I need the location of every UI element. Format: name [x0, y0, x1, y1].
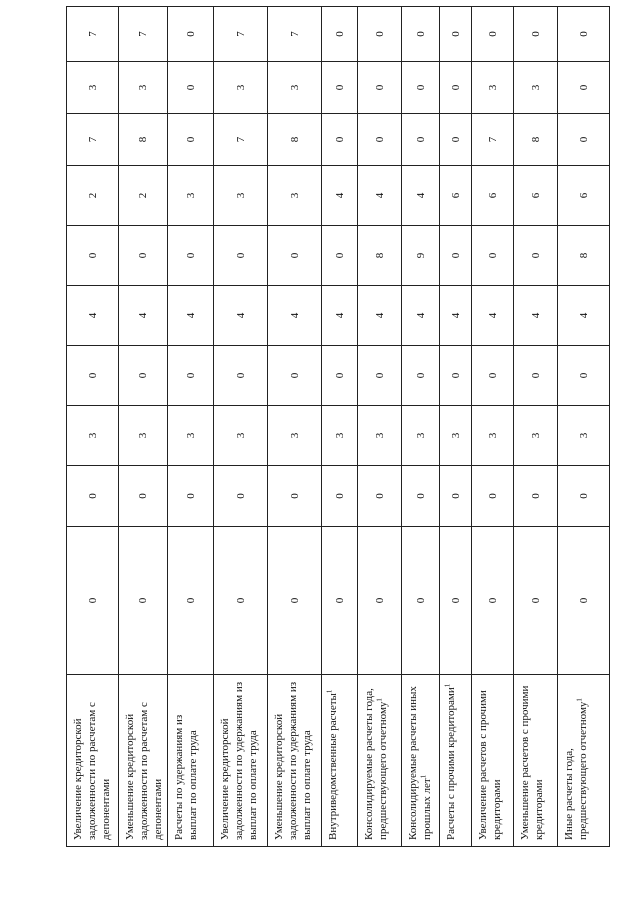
- value-cell: 4: [214, 286, 268, 346]
- value-cell: 0: [558, 466, 610, 527]
- value-cell: 4: [119, 286, 168, 346]
- value-cell: 2: [67, 166, 119, 226]
- rotated-page: [66, 31, 606, 847]
- value-cell: 3: [514, 62, 558, 114]
- value-cell: 4: [358, 166, 402, 226]
- value-cell: 0: [67, 346, 119, 406]
- value-cell: 7: [67, 7, 119, 62]
- value-cell: 3: [514, 406, 558, 466]
- value-cell: 0: [472, 226, 514, 286]
- value-cell: 3: [558, 406, 610, 466]
- value-cell: 4: [168, 286, 214, 346]
- value-cell: 2: [119, 166, 168, 226]
- table-row: [168, 7, 214, 847]
- value-cell: 6: [472, 166, 514, 226]
- row-label: Консолидируемые расчеты года, предшествующего отчетному$^1$: [358, 675, 402, 847]
- value-cell: 3: [214, 166, 268, 226]
- value-cell: 4: [402, 286, 440, 346]
- value-cell: 8: [514, 114, 558, 166]
- value-cell: 0: [168, 62, 214, 114]
- value-cell: 0: [358, 527, 402, 675]
- value-cell: 0: [119, 527, 168, 675]
- value-cell: 3: [402, 406, 440, 466]
- footnote-marker: 1: [325, 689, 334, 694]
- value-cell: 0: [358, 7, 402, 62]
- value-cell: 0: [268, 527, 322, 675]
- value-cell: 0: [322, 226, 358, 286]
- table-row: [558, 7, 610, 847]
- value-cell: 3: [214, 406, 268, 466]
- value-cell: 3: [322, 406, 358, 466]
- value-cell: 4: [268, 286, 322, 346]
- value-cell: 0: [440, 114, 472, 166]
- row-label: Увеличение кредиторской задолженности по расчетам с депонентами: [67, 675, 119, 847]
- value-cell: 6: [558, 166, 610, 226]
- value-cell: 8: [358, 226, 402, 286]
- value-cell: 0: [472, 527, 514, 675]
- table-row: [67, 7, 119, 847]
- value-cell: 6: [514, 166, 558, 226]
- value-cell: 0: [168, 114, 214, 166]
- value-cell: 0: [119, 226, 168, 286]
- value-cell: 0: [268, 346, 322, 406]
- value-cell: 0: [67, 527, 119, 675]
- value-cell: 3: [119, 406, 168, 466]
- value-cell: 0: [472, 346, 514, 406]
- value-cell: 3: [168, 406, 214, 466]
- value-cell: 3: [268, 406, 322, 466]
- value-cell: 0: [168, 7, 214, 62]
- value-cell: 3: [67, 406, 119, 466]
- table-row: [119, 7, 168, 847]
- value-cell: 0: [322, 527, 358, 675]
- value-cell: 6: [440, 166, 472, 226]
- value-cell: 0: [322, 466, 358, 527]
- value-cell: 0: [558, 527, 610, 675]
- value-cell: 7: [119, 7, 168, 62]
- table-row: [440, 7, 472, 847]
- value-cell: 0: [358, 62, 402, 114]
- value-cell: 0: [514, 466, 558, 527]
- value-cell: 3: [119, 62, 168, 114]
- value-cell: 3: [168, 166, 214, 226]
- value-cell: 0: [358, 346, 402, 406]
- value-cell: 8: [558, 226, 610, 286]
- value-cell: 0: [402, 62, 440, 114]
- value-cell: 0: [168, 527, 214, 675]
- value-cell: 7: [268, 7, 322, 62]
- row-label: Уменьшение расчетов с прочими кредиторами: [514, 675, 558, 847]
- value-cell: 0: [514, 527, 558, 675]
- value-cell: 0: [402, 7, 440, 62]
- value-cell: 9: [402, 226, 440, 286]
- table-row: [322, 7, 358, 847]
- value-cell: 0: [514, 346, 558, 406]
- value-cell: 0: [472, 466, 514, 527]
- value-cell: 0: [214, 527, 268, 675]
- value-cell: 4: [472, 286, 514, 346]
- value-cell: 0: [67, 466, 119, 527]
- value-cell: 0: [440, 226, 472, 286]
- table-row: [402, 7, 440, 847]
- value-cell: 0: [558, 62, 610, 114]
- row-label: Расчеты по удержаниям из выплат по оплате труда: [168, 675, 214, 847]
- value-cell: 0: [322, 62, 358, 114]
- value-cell: 4: [358, 286, 402, 346]
- value-cell: 0: [558, 346, 610, 406]
- value-cell: 0: [214, 466, 268, 527]
- value-cell: 0: [402, 466, 440, 527]
- value-cell: 0: [168, 346, 214, 406]
- value-cell: 4: [322, 286, 358, 346]
- value-cell: 0: [214, 226, 268, 286]
- value-cell: 0: [268, 466, 322, 527]
- value-cell: 0: [268, 226, 322, 286]
- value-cell: 3: [472, 406, 514, 466]
- value-cell: 3: [214, 62, 268, 114]
- value-cell: 7: [67, 114, 119, 166]
- value-cell: 3: [472, 62, 514, 114]
- value-cell: 0: [472, 7, 514, 62]
- row-label: Внутриведомственные расчеты$^1$: [322, 675, 358, 847]
- footnote-marker: 1: [575, 698, 584, 702]
- value-cell: 7: [214, 7, 268, 62]
- value-cell: 0: [514, 226, 558, 286]
- table-row: [514, 7, 558, 847]
- value-cell: 0: [440, 527, 472, 675]
- value-cell: 0: [358, 114, 402, 166]
- value-cell: 0: [440, 466, 472, 527]
- row-label: Консолидируемые расчеты иных прошлых лет$^1$: [402, 675, 440, 847]
- row-label: Расчеты с прочими кредиторами$^1$: [440, 675, 472, 847]
- table-row: [472, 7, 514, 847]
- value-cell: 0: [440, 62, 472, 114]
- table-row: [214, 7, 268, 847]
- value-cell: 8: [119, 114, 168, 166]
- value-cell: 3: [268, 62, 322, 114]
- row-label: Уменьшение кредиторской задолженности по удержаниям из выплат по оплате труда: [268, 675, 322, 847]
- row-label: Уменьшение кредиторской задолженности по расчетам с депонентами: [119, 675, 168, 847]
- value-cell: 4: [558, 286, 610, 346]
- value-cell: 7: [214, 114, 268, 166]
- value-cell: 4: [322, 166, 358, 226]
- value-cell: 0: [514, 7, 558, 62]
- value-cell: 0: [67, 226, 119, 286]
- value-cell: 3: [268, 166, 322, 226]
- value-cell: 0: [440, 7, 472, 62]
- footnote-marker: 1: [419, 774, 428, 779]
- value-cell: 0: [214, 346, 268, 406]
- accounts-table: [66, 6, 610, 847]
- row-label: Увеличение кредиторской задолженности по удержаниям из выплат по оплате труда: [214, 675, 268, 847]
- value-cell: 0: [119, 466, 168, 527]
- value-cell: 0: [440, 346, 472, 406]
- value-cell: 0: [119, 346, 168, 406]
- value-cell: 0: [358, 466, 402, 527]
- value-cell: 0: [168, 466, 214, 527]
- value-cell: 0: [402, 527, 440, 675]
- value-cell: 3: [67, 62, 119, 114]
- value-cell: 0: [558, 114, 610, 166]
- value-cell: 0: [558, 7, 610, 62]
- row-label: Иные расчеты года, предшествующего отчетному$^1$: [558, 675, 610, 847]
- table-row: [268, 7, 322, 847]
- value-cell: 3: [358, 406, 402, 466]
- value-cell: 4: [402, 166, 440, 226]
- value-cell: 0: [322, 114, 358, 166]
- value-cell: 4: [514, 286, 558, 346]
- value-cell: 0: [402, 114, 440, 166]
- value-cell: 3: [440, 406, 472, 466]
- footnote-marker: 1: [443, 683, 452, 688]
- value-cell: 0: [322, 7, 358, 62]
- value-cell: 4: [440, 286, 472, 346]
- row-label: Увеличение расчетов с прочими кредиторами: [472, 675, 514, 847]
- value-cell: 4: [67, 286, 119, 346]
- value-cell: 7: [472, 114, 514, 166]
- footnote-marker: 1: [375, 698, 384, 702]
- value-cell: 0: [322, 346, 358, 406]
- value-cell: 8: [268, 114, 322, 166]
- table-row: [358, 7, 402, 847]
- value-cell: 0: [168, 226, 214, 286]
- value-cell: 0: [402, 346, 440, 406]
